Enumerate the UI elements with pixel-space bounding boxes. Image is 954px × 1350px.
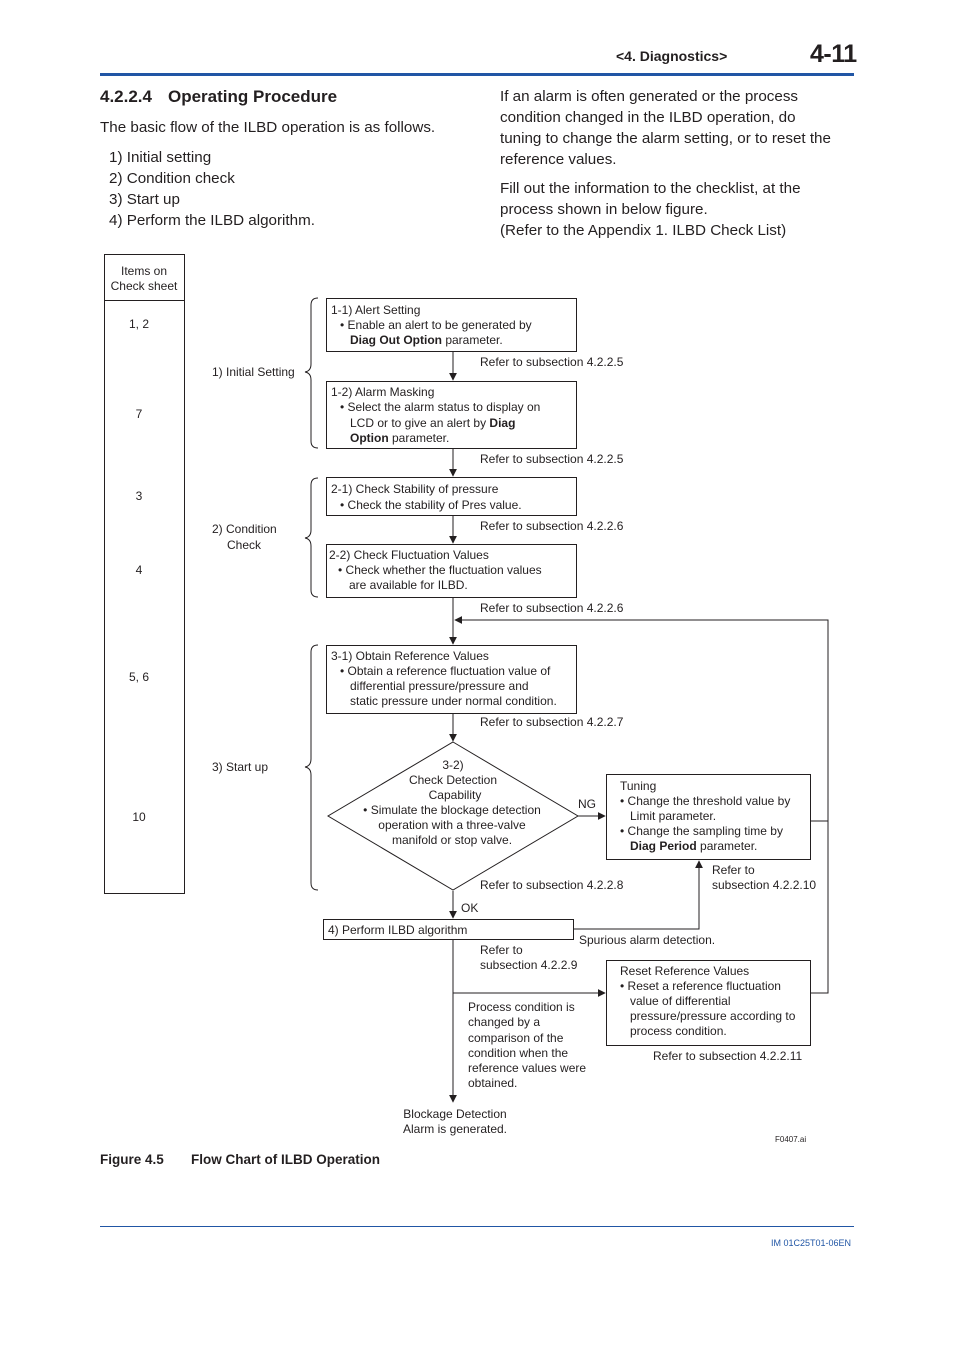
step-item: 3) Start up: [109, 191, 180, 208]
text-line: condition changed in the ILBD operation, do: [500, 109, 796, 126]
footer-rule: [100, 1226, 854, 1227]
alarm-bullet-cont: Option parameter.: [350, 431, 450, 445]
detection-bullet-cont: manifold or stop valve.: [391, 833, 513, 847]
group-condition-label: Check: [227, 538, 262, 552]
intro-text: The basic flow of the ILBD operation is as follows.: [100, 119, 436, 136]
reset-bullet-cont: process condition.: [630, 1024, 727, 1038]
reset-title: Reset Reference Values: [620, 964, 750, 978]
stability-bullet: • Check the stability of Pres value.: [340, 498, 522, 512]
checksheet-item: 7: [135, 407, 143, 421]
ref-label: Refer to subsection 4.2.2.6: [480, 601, 624, 615]
page-number: 4-11: [810, 40, 857, 68]
step-item: 1) Initial setting: [109, 149, 212, 166]
tuning-title: Tuning: [620, 779, 657, 793]
brace-startup: [305, 645, 318, 890]
detection-title: Capability: [428, 788, 482, 802]
fluctuation-bullet: • Check whether the fluctuation values: [338, 563, 542, 577]
reset-bullet: • Reset a reference fluctuation: [620, 979, 781, 993]
ref-label: Refer to subsection 4.2.2.11: [653, 1049, 803, 1063]
ref-label: Refer to subsection 4.2.2.6: [480, 519, 624, 533]
brace-initial: [305, 298, 318, 448]
tuning-bullet: • Change the sampling time by: [620, 824, 783, 838]
obtain-title: 3-1) Obtain Reference Values: [331, 649, 489, 663]
checksheet-item: 5, 6: [128, 670, 150, 684]
text-line: tuning to change the alarm setting, or to reset the: [500, 130, 831, 147]
alarm-title: 1-2) Alarm Masking: [331, 385, 435, 399]
detection-title: Check Detection: [408, 773, 498, 787]
checksheet-item: 4: [135, 563, 143, 577]
detection-bullet: • Simulate the blockage detection: [363, 803, 541, 817]
tuning-bullet-cont: Diag Period parameter.: [630, 839, 758, 853]
figure-title: Flow Chart of ILBD Operation: [191, 1152, 380, 1167]
process-change-label: comparison of the: [468, 1031, 564, 1045]
ng-label: NG: [578, 797, 596, 811]
process-change-label: Process condition is: [468, 1000, 575, 1014]
tuning-bullet: • Change the threshold value by: [620, 794, 791, 808]
brace-condition: [305, 478, 318, 597]
fluctuation-bullet-cont: are available for ILBD.: [349, 578, 468, 592]
alert-bullet-cont: Diag Out Option parameter.: [350, 333, 503, 347]
spurious-arrow: [574, 861, 699, 929]
detection-bullet-cont: operation with a three-valve: [378, 818, 526, 832]
detection-title: 3-2): [442, 758, 464, 772]
checksheet-item: 3: [135, 489, 143, 503]
reset-bullet-cont: pressure/pressure according to: [630, 1009, 796, 1023]
ref-label: Refer to: [480, 943, 523, 957]
alarm-bullet-cont: LCD or to give an alert by Diag: [350, 416, 516, 430]
checksheet-item: 1, 2: [128, 317, 150, 331]
chapter-header: <4. Diagnostics>: [616, 48, 728, 64]
obtain-bullet-cont: static pressure under normal condition.: [350, 694, 557, 708]
ref-label: Refer to subsection 4.2.2.8: [480, 878, 624, 892]
checksheet-header: Items on: [120, 264, 168, 278]
text-line: Fill out the information to the checklist, at the: [500, 180, 801, 197]
ref-label: Refer to subsection 4.2.2.5: [480, 452, 624, 466]
blockage-label: Alarm is generated.: [402, 1122, 508, 1136]
step-item: 4) Perform the ILBD algorithm.: [109, 212, 315, 229]
document-id: IM 01C25T01-06EN: [771, 1238, 852, 1248]
ref-label: subsection 4.2.2.10: [712, 878, 817, 892]
alarm-bullet: • Select the alarm status to display on: [340, 400, 541, 414]
tuning-bullet-cont: Limit parameter.: [630, 809, 717, 823]
reset-loop-line: [811, 820, 828, 993]
step-item: 2) Condition check: [109, 170, 235, 187]
perform-label: 4) Perform ILBD algorithm: [328, 923, 468, 937]
alert-title: 1-1) Alert Setting: [331, 303, 421, 317]
text-line: reference values.: [500, 151, 617, 168]
section-number: 4.2.2.4: [100, 87, 152, 106]
section-title: Operating Procedure: [168, 87, 338, 106]
process-change-label: reference values were: [468, 1061, 587, 1075]
ok-label: OK: [461, 901, 479, 915]
checksheet-header: Check sheet: [110, 279, 178, 293]
text-line: (Refer to the Appendix 1. ILBD Check List): [500, 222, 787, 239]
ref-label: subsection 4.2.2.9: [480, 958, 578, 972]
reset-bullet-cont: value of differential: [630, 994, 731, 1008]
group-initial-label: 1) Initial Setting: [212, 365, 295, 379]
file-id-label: F0407.ai: [775, 1135, 807, 1144]
group-condition-label: 2) Condition: [212, 522, 277, 536]
text-line: process shown in below figure.: [500, 201, 708, 218]
alert-bullet: • Enable an alert to be generated by: [340, 318, 532, 332]
process-change-label: obtained.: [468, 1076, 518, 1090]
figure-caption: [100, 1152, 380, 1167]
figure-number: Figure 4.5: [100, 1152, 164, 1167]
obtain-bullet-cont: differential pressure/pressure and: [350, 679, 529, 693]
process-change-label: condition when the: [468, 1046, 569, 1060]
stability-title: 2-1) Check Stability of pressure: [331, 482, 499, 496]
process-change-label: changed by a: [468, 1015, 541, 1029]
ref-label: Refer to: [712, 863, 755, 877]
spurious-label: Spurious alarm detection.: [579, 933, 716, 947]
obtain-bullet: • Obtain a reference fluctuation value of: [340, 664, 551, 678]
text-line: If an alarm is often generated or the process: [500, 88, 799, 105]
checksheet-item: 10: [132, 810, 146, 824]
checksheet-column: [105, 255, 185, 894]
fluctuation-title: 2-2) Check Fluctuation Values: [329, 548, 489, 562]
group-startup-label: 3) Start up: [212, 760, 269, 774]
ref-label: Refer to subsection 4.2.2.7: [480, 715, 624, 729]
blockage-label: Blockage Detection: [403, 1107, 507, 1121]
ref-label: Refer to subsection 4.2.2.5: [480, 355, 624, 369]
